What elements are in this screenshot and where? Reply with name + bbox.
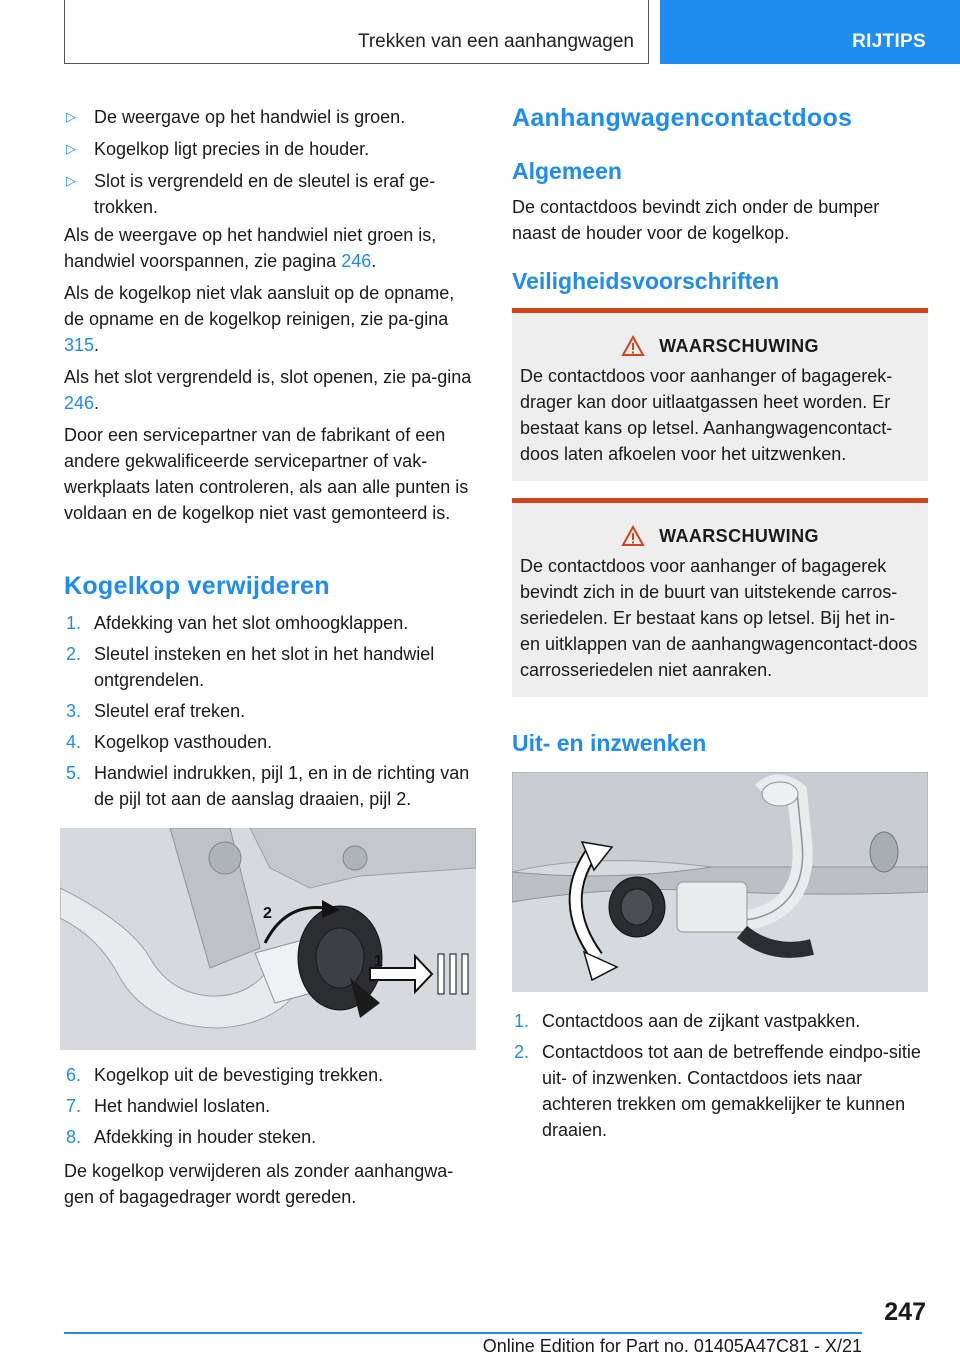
warning-header xyxy=(520,335,920,357)
warning-box xyxy=(512,498,928,697)
warning-title: WAARSCHUWING xyxy=(659,525,819,546)
step-list xyxy=(512,1008,928,1148)
list-item: ▷ Kogelkop ligt precies in de houder. xyxy=(64,136,476,162)
triangle-bullet-icon: ▷ xyxy=(66,141,76,156)
paragraph: Door een servicepartner van de fabrikant of een andere gekwalificeerde servicepartner of vak-werkplaats laten controleren, als aan alle punten is voldaan en de kogelkop niet vast gemonteerd is. xyxy=(64,425,469,523)
page-link[interactable]: 246 xyxy=(341,251,372,271)
paragraph: Als de weergave op het handwiel niet groen is, handwiel voorspannen, zie pagina 246. xyxy=(64,225,437,271)
trailer-socket-illustration xyxy=(512,772,928,992)
list-item: 1. Afdekking van het slot omhoogklappen. xyxy=(66,613,409,633)
list-item: 4. Kogelkop vasthouden. xyxy=(66,732,273,752)
chapter-tab-label: RIJTIPS xyxy=(852,31,926,52)
list-item: 3. Sleutel eraf treken. xyxy=(66,701,246,721)
warning-triangle-icon xyxy=(621,525,645,547)
arrow-label-1: 1 xyxy=(374,953,383,970)
list-item: 8. Afdekking in houder steken. xyxy=(66,1127,317,1147)
section-heading: Aanhangwagencontactdoos xyxy=(512,104,853,132)
paragraph: De kogelkop verwijderen als zonder aanhangwa-gen of bagagedrager wordt gereden. xyxy=(64,1161,454,1207)
subsection-heading: Veiligheidsvoorschriften xyxy=(512,268,780,294)
subsection-heading: Algemeen xyxy=(512,158,622,184)
towball-drawing xyxy=(60,828,476,1050)
paragraph: Als het slot vergrendeld is, slot openen, zie pa-gina 246. xyxy=(64,367,472,413)
footer-rule xyxy=(64,1332,862,1334)
section-heading: Kogelkop verwijderen xyxy=(64,572,330,600)
arrow-label-2: 2 xyxy=(263,905,272,922)
edition-note: Online Edition for Part no. 01405A47C81 - X/21 xyxy=(482,1336,862,1356)
list-item: 1. Contactdoos aan de zijkant vastpakken. xyxy=(514,1011,861,1031)
warning-title: WAARSCHUWING xyxy=(659,335,819,356)
triangle-bullet-icon: ▷ xyxy=(66,109,76,124)
list-item: 7. Het handwiel loslaten. xyxy=(66,1096,271,1116)
page-link[interactable]: 246 xyxy=(64,393,95,413)
list-item: 2. Contactdoos tot aan de betreffende eindpo-sitie uit- of inzwenken. Contactdoos iets naar achteren trekken om gemakkelijker te kunnen draaien. xyxy=(514,1042,921,1140)
header-section xyxy=(64,0,649,64)
towball-handwheel-illustration xyxy=(60,828,476,1050)
warning-box xyxy=(512,308,928,481)
page-number: 247 xyxy=(884,1298,926,1326)
list-item: 6. Kogelkop uit de bevestiging trekken. xyxy=(66,1065,384,1085)
warning-text: De contactdoos voor aanhanger of bagagerek bevindt zich in de buurt van uitstekende carros-seriedelen. Er bestaat kans op letsel. Bij het in- en uitklappen van de aanhangwagencontact-doos carrosseriedelen niet aanraken. xyxy=(520,556,918,680)
subsection-heading: Uit- en inzwenken xyxy=(512,730,707,756)
list-item: 2. Sleutel insteken en het slot in het handwiel ontgrendelen. xyxy=(66,644,435,690)
paragraph: De contactdoos bevindt zich onder de bumper naast de houder voor de kogelkop. xyxy=(512,197,880,243)
list-item: ▷ Slot is vergrendeld en de sleutel is eraf ge- trokken. xyxy=(64,168,476,220)
section-title: Trekken van een aanhangwagen xyxy=(357,31,634,52)
warning-header xyxy=(520,525,920,547)
chapter-tab[interactable] xyxy=(660,0,960,64)
check-list xyxy=(64,104,476,226)
warning-triangle-icon xyxy=(621,335,645,357)
socket-drawing xyxy=(512,772,928,992)
list-item: 5. Handwiel indrukken, pijl 1, en in de richting van de pijl tot aan de aanslag draaien, pijl 2. xyxy=(66,763,470,809)
triangle-bullet-icon: ▷ xyxy=(66,173,76,188)
page-link[interactable]: 315 xyxy=(64,335,95,355)
warning-text: De contactdoos voor aanhanger of bagagerek-drager kan door uitlaatgassen heet worden. Er bestaat kans op letsel. Aanhangwagencontact-doos laten afkoelen voor het uitzwenken. xyxy=(520,366,893,464)
list-item: ▷ De weergave op het handwiel is groen. xyxy=(64,104,476,130)
paragraph: Als de kogelkop niet vlak aansluit op de opname, de opname en de kogelkop reinigen, zie pa-gina 315. xyxy=(64,283,455,355)
step-list xyxy=(64,1062,476,1155)
step-list xyxy=(64,610,476,817)
